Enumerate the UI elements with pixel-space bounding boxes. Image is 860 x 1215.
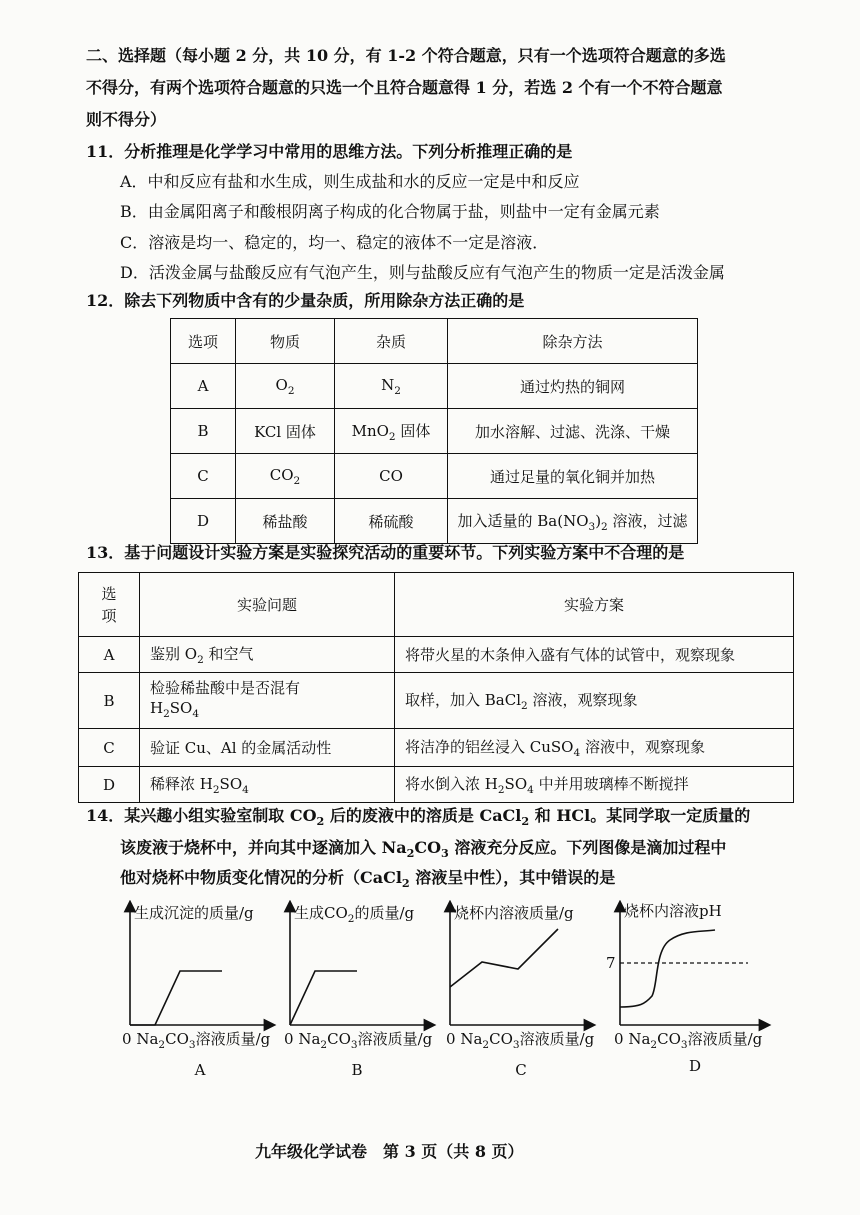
q14-line1: 14．某兴趣小组实验室制取 $CO_2$ 后的废液中的溶质是 CaCl$_2$ 和 HCl。某同学取一定质量的 xyxy=(86,806,751,829)
cell-problem: 鉴别 $O_2$ 和空气 xyxy=(140,637,395,673)
table-row xyxy=(79,673,794,729)
header-problem: 实验问题 xyxy=(140,573,395,637)
cell-substance: 稀盐酸 xyxy=(236,499,335,544)
graph-a-caption: A xyxy=(194,1061,206,1079)
cell-problem: 稀释浓 $H_2SO_4$ xyxy=(140,767,395,803)
header-impurity: 杂质 xyxy=(335,319,448,364)
header-substance: 物质 xyxy=(236,319,335,364)
table-row xyxy=(79,637,794,673)
cell-option: A xyxy=(171,364,236,409)
cell-impurity: $N_2$ xyxy=(335,364,448,409)
q13-stem: 13．基于问题设计实验方案是实验探究活动的重要环节。下列实验方案中不合理的是 xyxy=(86,543,685,562)
graph-b-x-label: 0 $Na_2CO_3$溶液质量/g xyxy=(284,1030,433,1051)
table-header-row xyxy=(171,319,698,364)
cell-substance: $CO_2$ xyxy=(236,454,335,499)
graph-b-caption: B xyxy=(351,1061,363,1079)
graph-d-ph-tick: 7 xyxy=(606,954,616,972)
cell-option: B xyxy=(171,409,236,454)
curve-precipitate xyxy=(130,971,222,1025)
q12-table xyxy=(170,318,698,544)
section-instructions-line2: 不得分，有两个选项符合题意的只选一个且符合题意得 1 分，若选 2 个有一个不符合题意 xyxy=(86,78,723,97)
cell-option: D xyxy=(79,767,140,803)
graph-d-caption: D xyxy=(688,1057,702,1075)
graph-c-y-label: 烧杯内溶液质量/g xyxy=(454,904,574,922)
table-header-row xyxy=(79,573,794,637)
cell-problem: 验证 Cu、Al 的金属活动性 xyxy=(140,729,395,767)
cell-problem: 检验稀盐酸中是否混有 $H_2SO_4$ xyxy=(140,673,395,729)
header-option: 选项 xyxy=(171,319,236,364)
cell-option: A xyxy=(79,637,140,673)
q11-stem: 11．分析推理是化学学习中常用的思维方法。下列分析推理正确的是 xyxy=(86,142,573,161)
table-row xyxy=(79,767,794,803)
cell-option: C xyxy=(171,454,236,499)
header-method: 除杂方法 xyxy=(448,319,698,364)
q14-line2: 该废液于烧杯中，并向其中逐滴加入 $Na_2CO_3$ 溶液充分反应。下列图像是滴加过程中 xyxy=(120,838,727,861)
graph-d xyxy=(600,900,780,1040)
table-row xyxy=(171,364,698,409)
q13-table xyxy=(78,572,794,803)
cell-impurity: CO xyxy=(335,454,448,499)
cell-method: 加水溶解、过滤、洗涤、干燥 xyxy=(448,409,698,454)
section-instructions-line1: 二、选择题（每小题 2 分，共 10 分，有 1-2 个符合题意，只有一个选项符合题意的多选 xyxy=(86,46,726,65)
graph-d-x-label: 0 $Na_2CO_3$溶液质量/g xyxy=(614,1030,763,1051)
curve-ph xyxy=(620,930,715,1007)
graph-a-x-label: 0 $Na_2CO_3$溶液质量/g xyxy=(122,1030,271,1051)
cell-plan: 取样，加入 BaCl$_2$ 溶液，观察现象 xyxy=(395,673,794,729)
cell-method: 加入适量的 $Ba(NO_3)_2$ 溶液，过滤 xyxy=(448,499,698,544)
table-row xyxy=(171,499,698,544)
cell-impurity: MnO$_2$ 固体 xyxy=(335,409,448,454)
cell-option: C xyxy=(79,729,140,767)
q12-stem: 12．除去下列物质中含有的少量杂质，所用除杂方法正确的是 xyxy=(86,291,525,310)
q11-option-c: C．溶液是均一、稳定的，均一、稳定的液体不一定是溶液． xyxy=(120,233,549,252)
q11-option-d: D．活泼金属与盐酸反应有气泡产生，则与盐酸反应有气泡产生的物质一定是活泼金属 xyxy=(120,263,725,282)
header-option: 选 项 xyxy=(79,573,140,637)
cell-substance: KCl 固体 xyxy=(236,409,335,454)
graph-a-y-label: 生成沉淀的质量/g xyxy=(134,904,254,922)
cell-method: 通过灼热的铜网 xyxy=(448,364,698,409)
cell-method: 通过足量的氧化铜并加热 xyxy=(448,454,698,499)
q14-line3: 他对烧杯中物质变化情况的分析（CaCl$_2$ 溶液呈中性），其中错误的是 xyxy=(120,868,616,891)
table-row xyxy=(171,454,698,499)
q11-option-b: B．由金属阳离子和酸根阴离子构成的化合物属于盐，则盐中一定有金属元素 xyxy=(120,202,660,221)
cell-plan: 将洁净的铝丝浸入 CuSO$_4$ 溶液中，观察现象 xyxy=(395,729,794,767)
graph-c-x-label: 0 $Na_2CO_3$溶液质量/g xyxy=(446,1030,595,1051)
graph-d-y-label: 烧杯内溶液pH xyxy=(624,902,722,920)
cell-substance: $O_2$ xyxy=(236,364,335,409)
cell-option: B xyxy=(79,673,140,729)
curve-solution-mass xyxy=(450,929,558,987)
header-plan: 实验方案 xyxy=(395,573,794,637)
table-row xyxy=(171,409,698,454)
page-footer: 九年级化学试卷 第 3 页（共 8 页） xyxy=(255,1142,524,1161)
table-row xyxy=(79,729,794,767)
section-instructions-line3: 则不得分） xyxy=(86,110,167,129)
cell-plan: 将带火星的木条伸入盛有气体的试管中，观察现象 xyxy=(395,637,794,673)
graph-c-caption: C xyxy=(515,1061,527,1079)
cell-plan: 将水倒入浓 $H_2SO_4$ 中并用玻璃棒不断搅拌 xyxy=(395,767,794,803)
graph-b-y-label: 生成$CO_2$的质量/g xyxy=(294,904,415,925)
cell-impurity: 稀硫酸 xyxy=(335,499,448,544)
curve-co2 xyxy=(290,971,357,1025)
cell-option: D xyxy=(171,499,236,544)
q11-option-a: A．中和反应有盐和水生成，则生成盐和水的反应一定是中和反应 xyxy=(120,172,580,191)
